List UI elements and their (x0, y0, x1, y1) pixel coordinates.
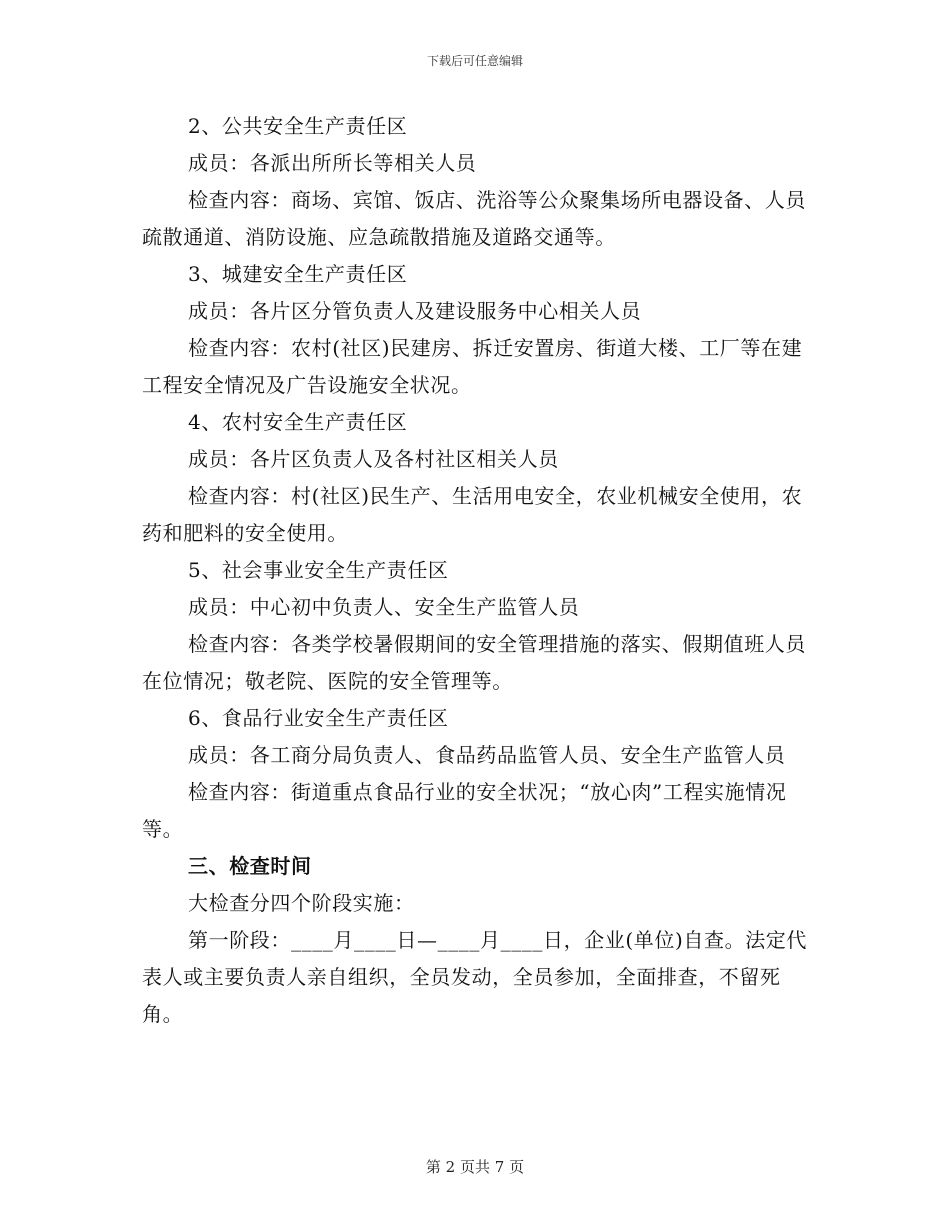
members-line: 成员：各片区负责人及各村社区相关人员 (188, 447, 559, 471)
phase-one-paragraph: 第一阶段：____月____日—____月____日，企业(单位)自查。法定代表人或主要负责人亲自组织，全员发动，全员参加，全面排查，不留死角。 (142, 928, 808, 1026)
members-line: 成员：各片区分管负责人及建设服务中心相关人员 (188, 299, 642, 323)
inspection-content: 检查内容：街道重点食品行业的安全状况；“放心肉”工程实施情况等。 (142, 780, 787, 841)
section-heading-inspection-time: 三、检查时间 (188, 854, 312, 878)
document-body (142, 108, 812, 1033)
phases-intro: 大检查分四个阶段实施： (188, 891, 415, 915)
subsection-heading-social-affairs: 5、社会事业安全生产责任区 (188, 558, 449, 582)
page-header: 下载后可任意编辑 (426, 54, 523, 68)
page-footer: 第 2 页共 7 页 (425, 1158, 525, 1176)
inspection-content: 检查内容：村(社区)民生产、生活用电安全，农业机械安全使用，农药和肥料的安全使用。 (142, 484, 803, 545)
subsection-heading-food-industry: 6、食品行业安全生产责任区 (188, 706, 449, 730)
members-line: 成员：各工商分局负责人、食品药品监管人员、安全生产监管人员 (188, 743, 786, 767)
inspection-content: 检查内容：商场、宾馆、饭店、洗浴等公众聚集场所电器设备、人员疏散通道、消防设施、应急疏散措施及道路交通等。 (142, 188, 806, 249)
subsection-heading-public-safety: 2、公共安全生产责任区 (188, 114, 408, 138)
inspection-content: 检查内容：各类学校暑假期间的安全管理措施的落实、假期值班人员在位情况；敬老院、医院的安全管理等。 (142, 632, 806, 693)
members-line: 成员：各派出所所长等相关人员 (188, 151, 477, 175)
subsection-heading-urban-construction: 3、城建安全生产责任区 (188, 262, 408, 286)
subsection-heading-rural: 4、农村安全生产责任区 (188, 410, 408, 434)
members-line: 成员：中心初中负责人、安全生产监管人员 (188, 595, 580, 619)
inspection-content: 检查内容：农村(社区)民建房、拆迁安置房、街道大楼、工厂等在建工程安全情况及广告设施安全状况。 (142, 336, 803, 397)
